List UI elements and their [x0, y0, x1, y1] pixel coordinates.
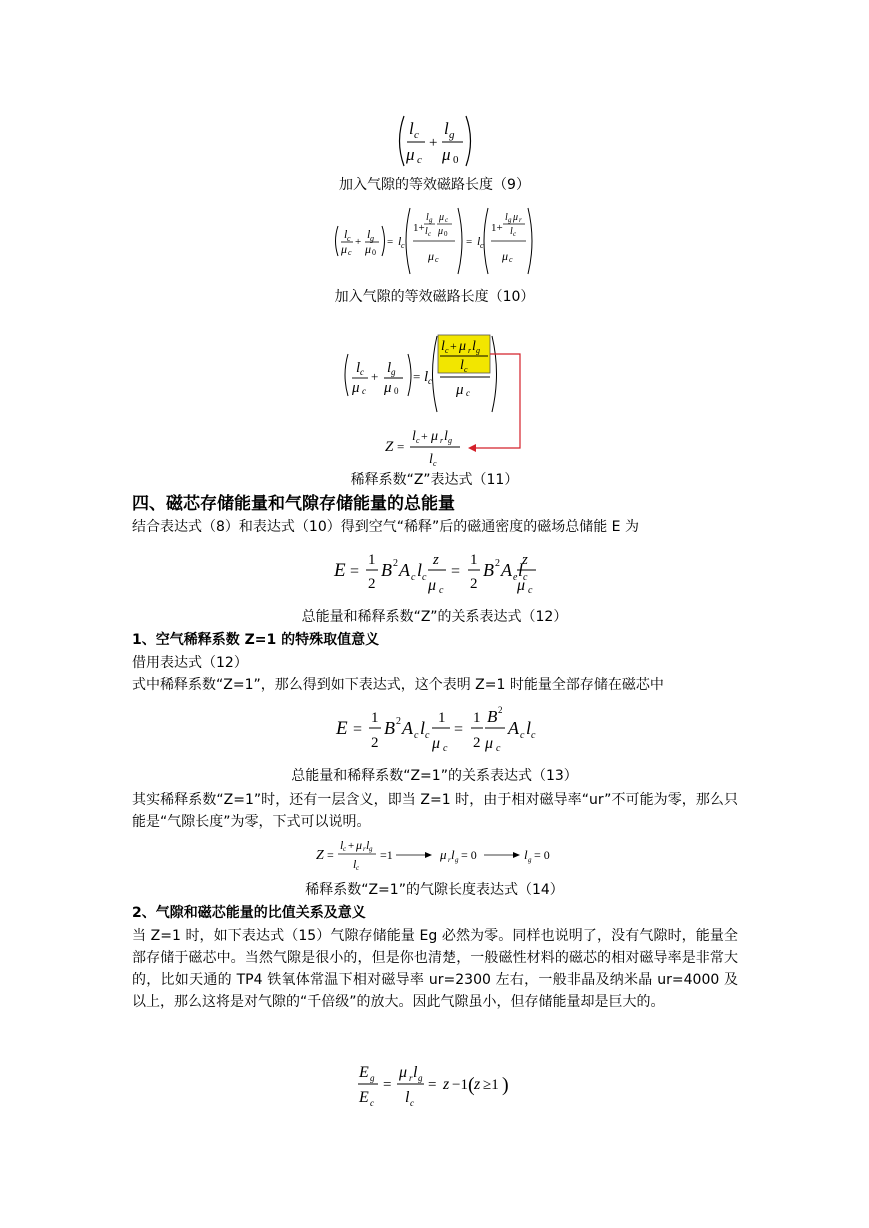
svg-text:c: c: [428, 230, 432, 238]
svg-text:l: l: [510, 226, 513, 237]
svg-text:l: l: [420, 718, 426, 738]
svg-text:(: (: [468, 1074, 475, 1096]
svg-text:A: A: [508, 718, 519, 738]
svg-text:g: g: [455, 856, 459, 864]
svg-text:g: g: [449, 129, 455, 141]
svg-text:A: A: [399, 560, 410, 580]
svg-text:≥1: ≥1: [483, 1077, 499, 1093]
svg-text:g: g: [448, 436, 452, 445]
svg-text:c: c: [416, 436, 420, 445]
svg-text:=: =: [413, 369, 421, 384]
svg-text:l: l: [424, 369, 429, 385]
svg-text:l: l: [518, 560, 524, 580]
svg-text:c: c: [370, 1098, 374, 1108]
svg-text:r: r: [519, 216, 522, 224]
svg-text:=1: =1: [380, 848, 393, 862]
svg-text:2: 2: [470, 576, 478, 592]
section-heading: 四、磁芯存储能量和气隙存储能量的总能量: [132, 494, 455, 514]
svg-text:μ: μ: [399, 1064, 408, 1081]
sub1-para: 其实稀释系数“Z=1”时，还有一层含义，即当 Z=1 时，由于相对磁导率“ur”不可能为零，那么只能是“气隙长度”为零，下式可以说明。: [132, 792, 738, 830]
svg-text:0: 0: [394, 386, 399, 396]
svg-text:1: 1: [473, 710, 481, 726]
svg-text:μ: μ: [438, 226, 444, 237]
svg-text:E: E: [336, 718, 348, 739]
svg-text:c: c: [401, 241, 405, 250]
svg-text:=: =: [466, 236, 473, 248]
svg-text:1+: 1+: [413, 222, 425, 234]
svg-text:c: c: [531, 730, 536, 741]
svg-text:l: l: [472, 339, 476, 354]
svg-text:c: c: [509, 255, 513, 264]
svg-text:2: 2: [368, 576, 376, 592]
svg-text:=: =: [327, 848, 334, 862]
svg-text:−1: −1: [452, 1077, 468, 1093]
svg-text:E: E: [359, 1089, 369, 1106]
svg-text:0: 0: [453, 154, 459, 166]
svg-text:2: 2: [393, 558, 398, 569]
svg-text:c: c: [422, 572, 427, 583]
svg-text:μ: μ: [356, 838, 363, 852]
svg-text:l: l: [477, 234, 481, 248]
formula-15: [356, 1058, 516, 1110]
subsection-1-heading: 1、空气稀释系数 Z=1 的特殊取值意义: [132, 632, 380, 648]
svg-text:z: z: [433, 552, 439, 568]
svg-text:): ): [502, 1074, 509, 1096]
svg-text:c: c: [466, 388, 470, 398]
svg-text:2: 2: [473, 735, 481, 751]
subsection-2-heading: 2、气隙和磁芯能量的比值关系及意义: [132, 905, 366, 921]
svg-text:c: c: [523, 572, 528, 583]
svg-text:+: +: [355, 236, 362, 248]
svg-text:B: B: [487, 707, 498, 726]
svg-text:g: g: [369, 845, 373, 853]
svg-text:1: 1: [368, 552, 376, 568]
svg-text:l: l: [387, 360, 392, 376]
caption-12: 总能量和稀释系数“Z”的关系表达式（12）: [301, 609, 568, 625]
section-intro: 结合表达式（8）和表达式（10）得到空气“稀释”后的磁通密度的磁场总储能 E 为: [132, 519, 639, 535]
svg-text:l: l: [524, 847, 528, 862]
svg-text:μ: μ: [365, 242, 372, 256]
svg-text:μ: μ: [341, 242, 348, 256]
svg-text:0: 0: [444, 230, 448, 238]
svg-text:μ: μ: [502, 249, 509, 263]
svg-text:+: +: [348, 840, 355, 852]
svg-text:=: =: [397, 439, 405, 454]
svg-text:1: 1: [438, 710, 446, 726]
svg-text:=: =: [383, 1077, 392, 1093]
svg-text:=: =: [350, 563, 360, 580]
svg-text:g: g: [370, 1073, 375, 1083]
svg-text:c: c: [347, 234, 351, 243]
svg-text:g: g: [418, 1073, 423, 1083]
svg-text:l: l: [409, 119, 414, 138]
caption-13: 总能量和稀释系数“Z=1”的关系表达式（13）: [291, 768, 578, 784]
svg-text:0: 0: [372, 248, 376, 257]
svg-text:μ: μ: [442, 145, 451, 164]
svg-text:g: g: [391, 367, 396, 377]
svg-text:z: z: [443, 1076, 450, 1093]
svg-text:μ: μ: [513, 212, 519, 223]
svg-text:=: =: [451, 563, 461, 580]
svg-text:c: c: [362, 386, 366, 396]
svg-text:A: A: [402, 718, 413, 738]
svg-text:r: r: [468, 346, 472, 355]
svg-text:1: 1: [470, 552, 478, 568]
svg-text:μ: μ: [517, 577, 526, 594]
svg-text:g: g: [508, 216, 512, 224]
svg-text:l: l: [505, 212, 508, 223]
svg-text:r: r: [409, 1073, 413, 1083]
svg-text:l: l: [429, 452, 433, 467]
svg-text:E: E: [359, 1064, 369, 1081]
formula-11: [340, 332, 530, 470]
svg-text:l: l: [417, 560, 423, 580]
formula-14: [314, 836, 556, 876]
svg-text:l: l: [413, 1064, 418, 1081]
svg-text:c: c: [445, 216, 449, 224]
svg-text:1+: 1+: [491, 222, 503, 234]
svg-text:+: +: [371, 369, 379, 384]
svg-text:l: l: [444, 429, 448, 444]
svg-text:l: l: [441, 339, 445, 354]
sub1-line2: 式中稀释系数“Z=1”，那么得到如下表达式，这个表明 Z=1 时能量全部存储在磁芯中: [132, 677, 664, 693]
svg-text:l: l: [412, 429, 416, 444]
svg-text:g: g: [429, 216, 433, 224]
svg-text:c: c: [425, 730, 430, 741]
svg-text:l: l: [444, 119, 449, 138]
svg-text:c: c: [428, 376, 432, 386]
svg-text:c: c: [348, 248, 352, 257]
sub2-para: 当 Z=1 时，如下表达式（15）气隙存储能量 Eg 必然为零。同样也说明了，没有气隙时，能量全部存储于磁芯中。当然气隙是很小的，但是你也清楚，一般磁性材料的磁芯的相对磁导率是非常大的，比如天通的 TP4 铁氧体常温下相对磁导率 ur=2300 左右，一般非晶及纳米晶 ur=4000 及以上，那么这将是对气隙的“千倍级”的放大。因此气隙虽小，但存储能量却是巨大的。: [132, 928, 738, 1010]
svg-text:c: c: [528, 585, 533, 596]
svg-text:μ: μ: [431, 429, 439, 444]
svg-text:c: c: [439, 585, 444, 596]
svg-text:2: 2: [498, 705, 503, 715]
svg-text:g: g: [528, 856, 532, 864]
formula-10: [332, 204, 538, 278]
svg-text:Z: Z: [316, 848, 324, 863]
svg-text:E: E: [334, 560, 346, 581]
svg-text:z: z: [522, 552, 528, 568]
formula-9: [392, 112, 482, 170]
svg-text:1: 1: [371, 710, 379, 726]
svg-text:l: l: [460, 358, 464, 373]
caption-11: 稀释系数“Z”表达式（11）: [350, 472, 519, 488]
svg-text:l: l: [367, 227, 371, 241]
svg-text:c: c: [414, 129, 419, 141]
svg-text:l: l: [344, 227, 348, 241]
svg-text:=: =: [428, 1077, 437, 1093]
svg-text:c: c: [410, 1098, 414, 1108]
svg-text:μ: μ: [428, 249, 435, 263]
svg-text:l: l: [353, 857, 357, 871]
formula-12-tail: [514, 546, 546, 598]
svg-text:B: B: [381, 560, 392, 580]
svg-text:c: c: [417, 154, 422, 166]
svg-text:c: c: [360, 367, 364, 377]
svg-text:μ: μ: [406, 145, 415, 164]
svg-text:= 0: = 0: [461, 848, 477, 862]
svg-text:l: l: [526, 718, 532, 738]
svg-text:l: l: [356, 360, 361, 376]
svg-text:c: c: [411, 572, 416, 583]
svg-text:z: z: [474, 1076, 481, 1093]
svg-text:l: l: [425, 226, 428, 237]
svg-text:μ: μ: [384, 380, 392, 396]
svg-text:e: e: [513, 572, 518, 583]
svg-text:+: +: [421, 429, 428, 443]
svg-text:r: r: [448, 856, 451, 864]
svg-text:g: g: [476, 346, 480, 355]
svg-text:μ: μ: [456, 382, 464, 398]
svg-text:l: l: [398, 234, 402, 248]
svg-text:g: g: [370, 234, 374, 243]
svg-text:=: =: [454, 721, 464, 738]
svg-text:μ: μ: [432, 735, 441, 752]
svg-text:B: B: [483, 560, 494, 580]
svg-text:l: l: [405, 1089, 410, 1106]
svg-text:r: r: [363, 845, 366, 853]
svg-text:+: +: [450, 339, 457, 353]
svg-text:A: A: [501, 560, 512, 580]
svg-text:μ: μ: [459, 339, 467, 354]
svg-text:c: c: [513, 230, 517, 238]
svg-text:Z: Z: [385, 439, 394, 455]
svg-text:=: =: [353, 721, 363, 738]
svg-text:2: 2: [396, 716, 401, 727]
svg-text:+: +: [429, 135, 438, 151]
svg-text:=: =: [387, 236, 394, 248]
svg-text:r: r: [440, 436, 444, 445]
svg-text:= 0: = 0: [534, 848, 550, 862]
svg-text:2: 2: [495, 558, 500, 569]
svg-text:2: 2: [371, 735, 379, 751]
formula-12: [330, 546, 540, 598]
svg-text:l: l: [426, 212, 429, 223]
svg-text:μ: μ: [439, 212, 445, 223]
caption-14: 稀释系数“Z=1”的气隙长度表达式（14）: [305, 882, 564, 898]
svg-text:μ: μ: [428, 577, 437, 594]
svg-text:c: c: [414, 730, 419, 741]
svg-text:μ: μ: [485, 735, 494, 752]
svg-text:c: c: [443, 743, 448, 754]
svg-text:μ: μ: [440, 847, 447, 862]
svg-text:c: c: [356, 864, 360, 872]
svg-text:c: c: [480, 241, 484, 250]
caption-9: 加入气隙的等效磁路长度（9）: [339, 177, 530, 193]
svg-text:c: c: [496, 743, 501, 754]
svg-text:c: c: [445, 346, 449, 355]
svg-text:l: l: [451, 847, 455, 862]
sub1-line1: 借用表达式（12）: [132, 655, 248, 671]
svg-text:c: c: [520, 730, 525, 741]
svg-text:l: l: [340, 838, 344, 852]
svg-text:c: c: [435, 255, 439, 264]
svg-text:c: c: [464, 365, 468, 374]
svg-text:B: B: [384, 718, 395, 738]
svg-text:c: c: [433, 459, 437, 468]
svg-text:c: c: [343, 845, 347, 853]
svg-text:l: l: [366, 838, 370, 852]
caption-10: 加入气隙的等效磁路长度（10）: [334, 289, 535, 305]
formula-13: [334, 703, 544, 757]
svg-text:μ: μ: [352, 380, 360, 396]
